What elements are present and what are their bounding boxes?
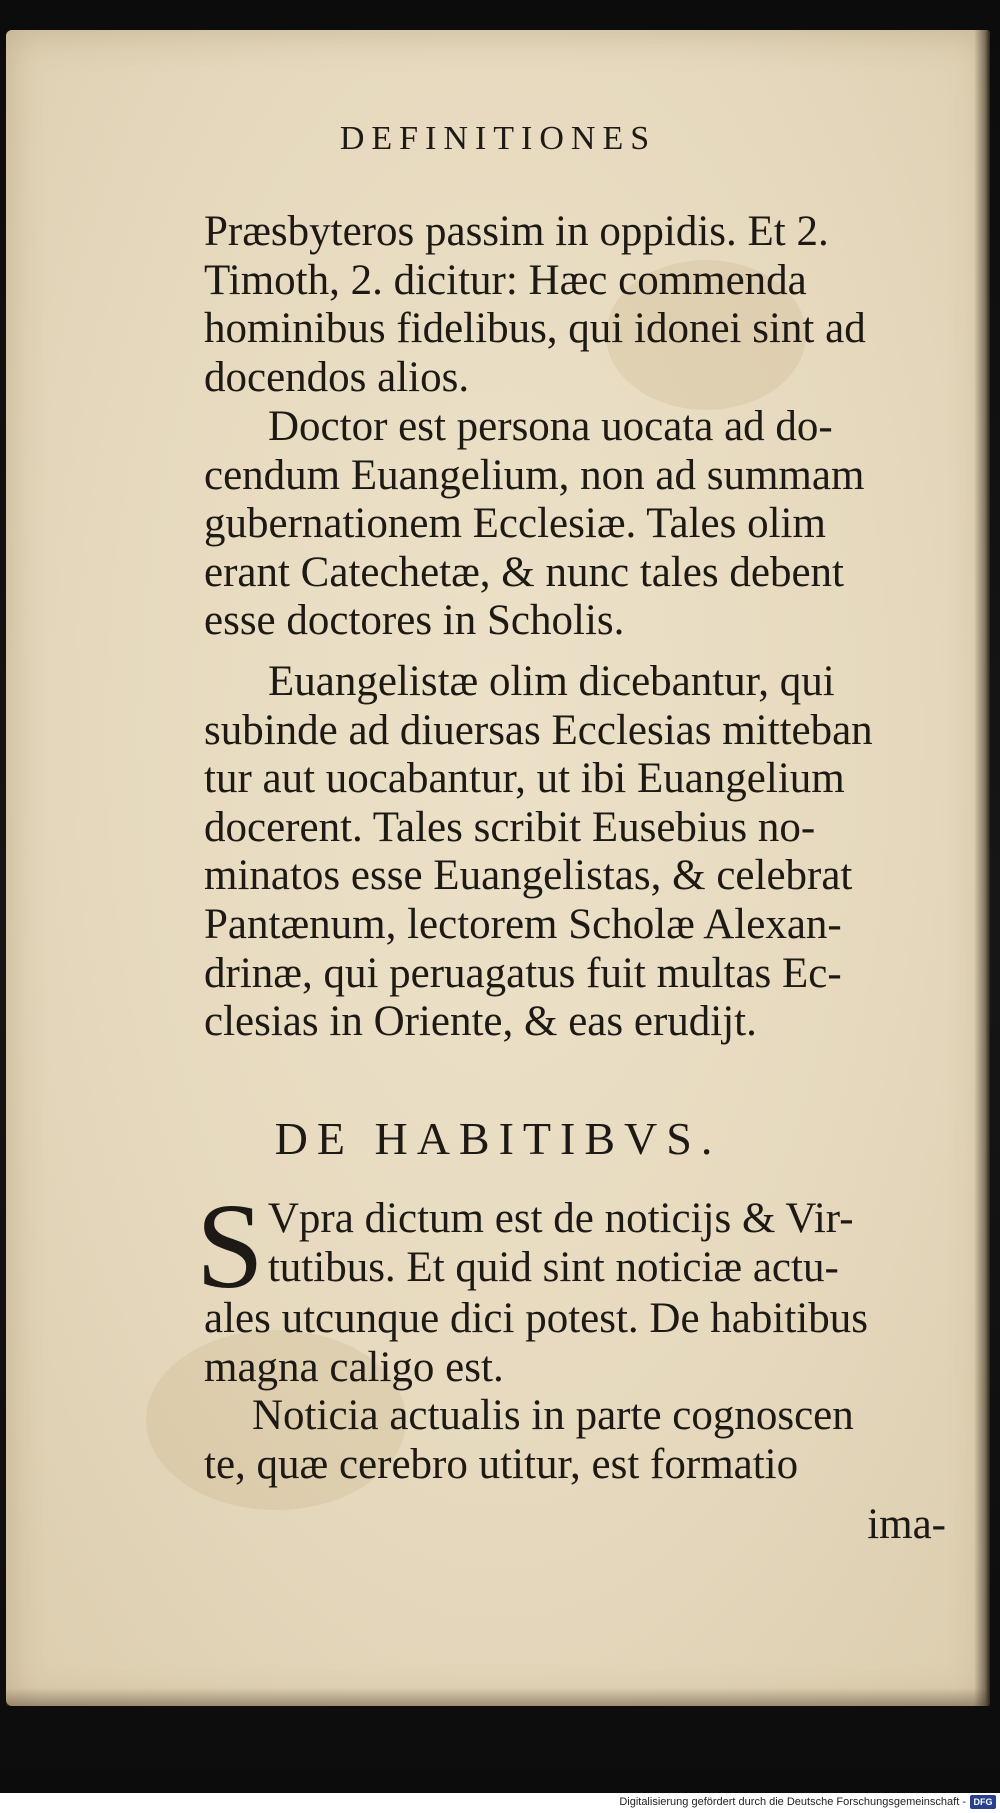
dfg-logo-icon: DFG xyxy=(970,1795,996,1809)
drop-cap: S xyxy=(196,1179,264,1314)
text-line: magna caligo est. xyxy=(204,1343,504,1391)
text-line: tur aut uocabantur, ut ibi Euangelium xyxy=(204,755,845,803)
text-line: hominibus fidelibus, qui idonei sint ad xyxy=(204,305,866,353)
text-line: erant Catechetæ, & nunc tales debent xyxy=(204,548,844,596)
text-line: Timoth, 2. dicitur: Hæc commenda xyxy=(204,256,807,304)
paragraph-2 xyxy=(204,403,964,646)
page-edge-bottom xyxy=(6,1688,990,1706)
text-line: minatos esse Euangelistas, & celebrat xyxy=(204,852,853,900)
catchword: ima- xyxy=(867,1501,946,1548)
paragraph-1 xyxy=(204,208,964,402)
text-line: te, quæ cerebro utitur, est formatio xyxy=(204,1440,799,1488)
text-line: Vpra dictum est de noticijs & Vir- xyxy=(267,1195,854,1242)
book-page xyxy=(6,30,990,1706)
text-line: clesias in Oriente, & eas erudijt. xyxy=(204,998,757,1046)
running-header: DEFINITIONES xyxy=(339,120,657,157)
text-line: ales utcunque dici potest. De habitibus xyxy=(204,1295,868,1342)
page-edge-right xyxy=(974,30,990,1706)
text-line: Præsbyteros passim in oppidis. Et 2. xyxy=(204,208,829,255)
text-line: Pantænum, lectorem Scholæ Alexan- xyxy=(204,900,842,948)
digitization-credit: Digitalisierung gefördert durch die Deutsche Forschungsgemeinschaft - xyxy=(619,1796,966,1808)
text-line: gubernationem Ecclesiæ. Tales olim xyxy=(204,500,826,548)
text-line: cendum Euangelium, non ad summam xyxy=(204,451,865,499)
text-line: Doctor est persona uocata ad do- xyxy=(268,403,833,450)
text-line: Noticia actualis in parte cognoscen xyxy=(252,1392,854,1440)
text-line: esse doctores in Scholis. xyxy=(204,597,625,645)
text-line: docendos alios. xyxy=(204,353,470,401)
section-paragraph xyxy=(196,1179,964,1489)
text-line: docerent. Tales scribit Eusebius no- xyxy=(204,803,816,851)
text-line: drinæ, qui peruagatus fuit multas Ec- xyxy=(204,949,842,997)
text-line: Euangelistæ olim dicebantur, qui xyxy=(268,658,835,705)
section-heading: DE HABITIBVS. xyxy=(274,1113,722,1164)
paragraph-3 xyxy=(204,658,964,1047)
text-line: subinde ad diuersas Ecclesias mitteban xyxy=(204,706,873,754)
text-line: tutibus. Et quid sint noticiæ actu- xyxy=(267,1243,839,1291)
